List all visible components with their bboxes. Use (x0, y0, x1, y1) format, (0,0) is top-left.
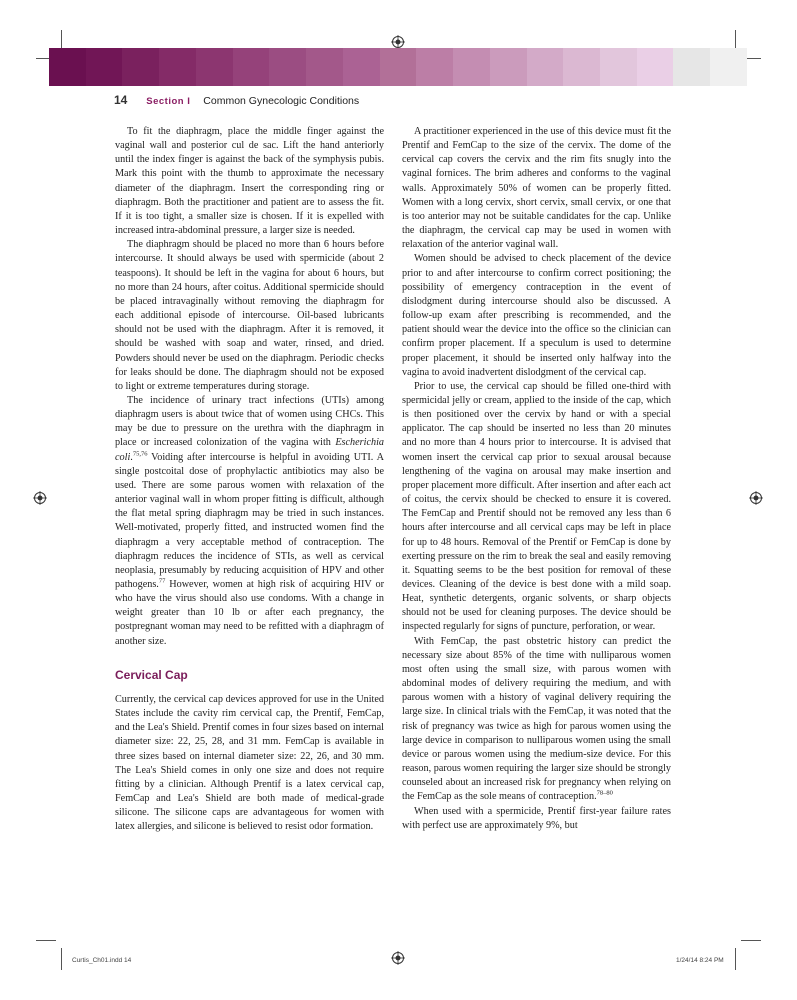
paragraph: The diaphragm should be placed no more than 6 hours before intercourse. It should always be used with spermicide (about 2 teaspoons). It should be left in the vagina for about 6 hours, but no more than 24 hours, after coitus. Additional spermicide should be placed intravaginally without removing the diaphragm for each additional episode of intercourse. Oil-based lubricants should not be used with the diaphragm. After it is removed, it should be washed with soap and water, rinsed, and dried. Powders should never be used on the diaphragm. Periodic checks for leaks should be done. The diaphragm should not be exposed to light or extreme temperatures during storage. (115, 239, 384, 392)
citation-superscript: 78–80 (596, 789, 613, 797)
section-title: Common Gynecologic Conditions (203, 95, 360, 107)
page-number: 14 (114, 93, 128, 107)
crop-mark (61, 948, 62, 970)
color-swatch (527, 48, 564, 86)
text-run: The incidence of urinary tract infections (UTIs) among diaphragm users is about twice that of women using CHCs. This may be due to pressure on the urethra with the diaphragm in place or increased colonization of the vagina with (115, 394, 384, 449)
color-swatch (343, 48, 380, 86)
citation-superscript: 77 (158, 577, 166, 585)
color-swatch (600, 48, 637, 86)
color-swatch (380, 48, 417, 86)
right-column (402, 125, 671, 833)
paragraph: To fit the diaphragm, place the middle finger against the vaginal wall and posterior cul de sac. Lift the hand anteriorly until the index finger is against the back of the symphysis pubis. Mark this point with the thumb to approximate the necessary diameter of the diaphragm. Insert the corresponding ring or diaphragm. Both the practitioner and patient are to assess the fit. If it is too tight, a smaller size is chosen. If it is expelled with increased intra-abdominal pressure, a larger size is needed. (115, 126, 384, 237)
text-run: With FemCap, the past obstetric history can predict the necessary size about 85% of the time with nulliparous women most often using the small size, with parous women with abdominal modes of delivery requiring the medium, and with parous women with a history of vaginal delivery requiring the large size. In clinical trials with the FemCap, it was noted that the risk of pregnancy was twice as high for parous women using the large device in comparison to nulliparous women using the small device or parous women using the medium-size device. For this reason, parous women requiring the larger size should be strongly counseled about an increased risk for pregnancy when relying on the FemCap as the sole means of contraception. (402, 635, 671, 803)
color-swatch (710, 48, 747, 86)
registration-mark-icon (33, 491, 47, 505)
crop-mark (735, 30, 736, 50)
color-swatch (233, 48, 270, 86)
color-swatch (306, 48, 343, 86)
text-run: Voiding after intercourse is helpful in avoiding UTI. A single postcoital dose of prophylactic antibiotics may also be used. There are some parous women with relaxation of the anterior vaginal wall in whom proper fitting is difficult, although the flat metal spring diaphragm may be tried in such instances. Well-motivated, properly fitted, and instructed women find the diaphragm a very acceptable method of contraception. The diaphragm reduces the incidence of STIs, as well as cervical neoplasia, presumably by reducing acquisition of HPV and other pathogens. (115, 451, 384, 590)
color-swatch (453, 48, 490, 86)
paragraph (402, 635, 671, 805)
header-color-band (49, 48, 747, 86)
text-run: However, women at high risk of acquiring HIV or who have the virus should also use condoms. With a change in weight greater than 10 lb or after each pregnancy, the postpregnant woman may need to be refitted with a diaphragm of another size. (115, 579, 384, 647)
paragraph: Currently, the cervical cap devices approved for use in the United States include the cavity rim cervical cap, the Prentif, FemCap, and the Lea's Shield. Prentif comes in four sizes based on internal diameter size: 22, 25, 28, and 31 mm. FemCap is available in three sizes based on internal diameter size: 22, 26, and 30 mm. The Lea's Shield comes in only one size and does not require fitting by a clinician. Although Prentif is a latex cervical cap, FemCap and Lea's Shield are both made of medical-grade silicone. The silicone caps are advantageous for women with latex allergies, and silicone is believed to resist odor formation. (115, 693, 384, 833)
paragraph: The incidence of urinary tract infections (UTIs) among diaphragm users is about twice that of women using CHCs. This may be due to pressure on the urethra with the diaphragm in place or increased colonization of the vagina with Escherichia coli.$^{75,76}$ Voiding after intercourse is helpful in avoiding UTI. A single postcoital dose of prophylactic antibiotics may also be used. There are some parous women with relaxation of the anterior vaginal wall in whom proper fitting is difficult, although the flat metal spring diaphragm may be tried in such instances. Well-motivated, properly fitted, and instructed women find the diaphragm a very acceptable method of contraception. The diaphragm reduces the incidence of STIs, as well as cervical neoplasia, presumably by reducing acquisition of HPV and other pathogens.$^{77}$ However, women at high risk of acquiring HIV or who have the virus should also use condoms. With a change in weight greater than 10 lb or after each pregnancy, the postpregnant woman may need to be refitted with a diaphragm of another size. (115, 394, 384, 647)
color-swatch (673, 48, 710, 86)
color-swatch (637, 48, 674, 86)
color-swatch (269, 48, 306, 86)
slug-filename: Curtis_Ch01.indd 14 (72, 957, 132, 964)
section-heading: Cervical Cap (115, 667, 188, 682)
color-swatch (86, 48, 123, 86)
color-swatch (49, 48, 86, 86)
paragraph: When used with a spermicide, Prentif first-year failure rates with perfect use are approximately 9%, but (402, 805, 671, 831)
color-swatch (563, 48, 600, 86)
citation-superscript: 75,76 (132, 450, 148, 458)
crop-mark (36, 940, 56, 941)
italic-term: Escherichia coli (115, 437, 384, 463)
color-swatch (416, 48, 453, 86)
color-swatch (490, 48, 527, 86)
crop-mark (735, 948, 736, 970)
paragraph: Women should be advised to check placement of the device prior to and after intercourse to confirm correct positioning; the possibility of emergency contraception in the event of dislodgment during intercourse should also be discussed. A follow-up exam after prescribing is recommended, and the patient should wear the device into the office so the clinician can confirm proper placement. If a speculum is used to determine proper placement, it should be inserted only halfway into the vagina to avoid inadvertent dislodgment of the cervical cap. (402, 253, 671, 378)
color-swatch (159, 48, 196, 86)
color-swatch (196, 48, 233, 86)
running-head (114, 93, 359, 107)
left-column (115, 125, 384, 835)
color-swatch (122, 48, 159, 86)
slug-date: 1/24/14 8:24 PM (676, 957, 724, 964)
registration-mark-icon (391, 951, 405, 965)
paragraph: Prior to use, the cervical cap should be filled one-third with spermicidal jelly or cream, applied to the inside of the cap, which is then positioned over the cervix by hand or with a special applicator. The cap should be inserted no less than 20 minutes and no more than 4 hours prior to intercourse. It is advised that women insert the cervical cap prior to sexual arousal because lengthening of the vagina on arousal may make insertion and proper placement more difficult. After insertion and after each act of coitus, the cervix should be checked to ensure it is covered. The FemCap and Prentif should not be removed any less than 6 hours after intercourse and all cervical caps may be left in place for up to 48 hours. Removal of the Prentif or FemCap is done by exerting pressure on the rim to break the seal and easily removing it. Squatting seems to be the best position for removal of these devices. Cleaning of the device is best done with a mild soap. Heat, synthetic detergents, organic solvents, or sharp objects should not be used for cleaning purposes. The device should be inspected regularly for signs of puncture, perforation, or wear. (402, 380, 671, 633)
registration-mark-icon (749, 491, 763, 505)
crop-mark (61, 30, 62, 50)
paragraph: A practitioner experienced in the use of this device must fit the Prentif and FemCap to the size of the cervix. The dome of the cervical cap covers the cervix and the rim fits snugly into the vaginal fornices. The brim adheres and conforms to the vaginal walls. Approximately 50% of women can be properly fitted. Women with a long cervix, short cervix, small cervix, or one that is too anterior may not be suitable candidates for the cap. Unlike the diaphragm, the cervical cap may be used in women with relaxation of the anterior vaginal wall. (402, 126, 671, 251)
section-label: Section I (146, 96, 191, 107)
crop-mark (741, 940, 761, 941)
registration-mark-icon (391, 35, 405, 49)
